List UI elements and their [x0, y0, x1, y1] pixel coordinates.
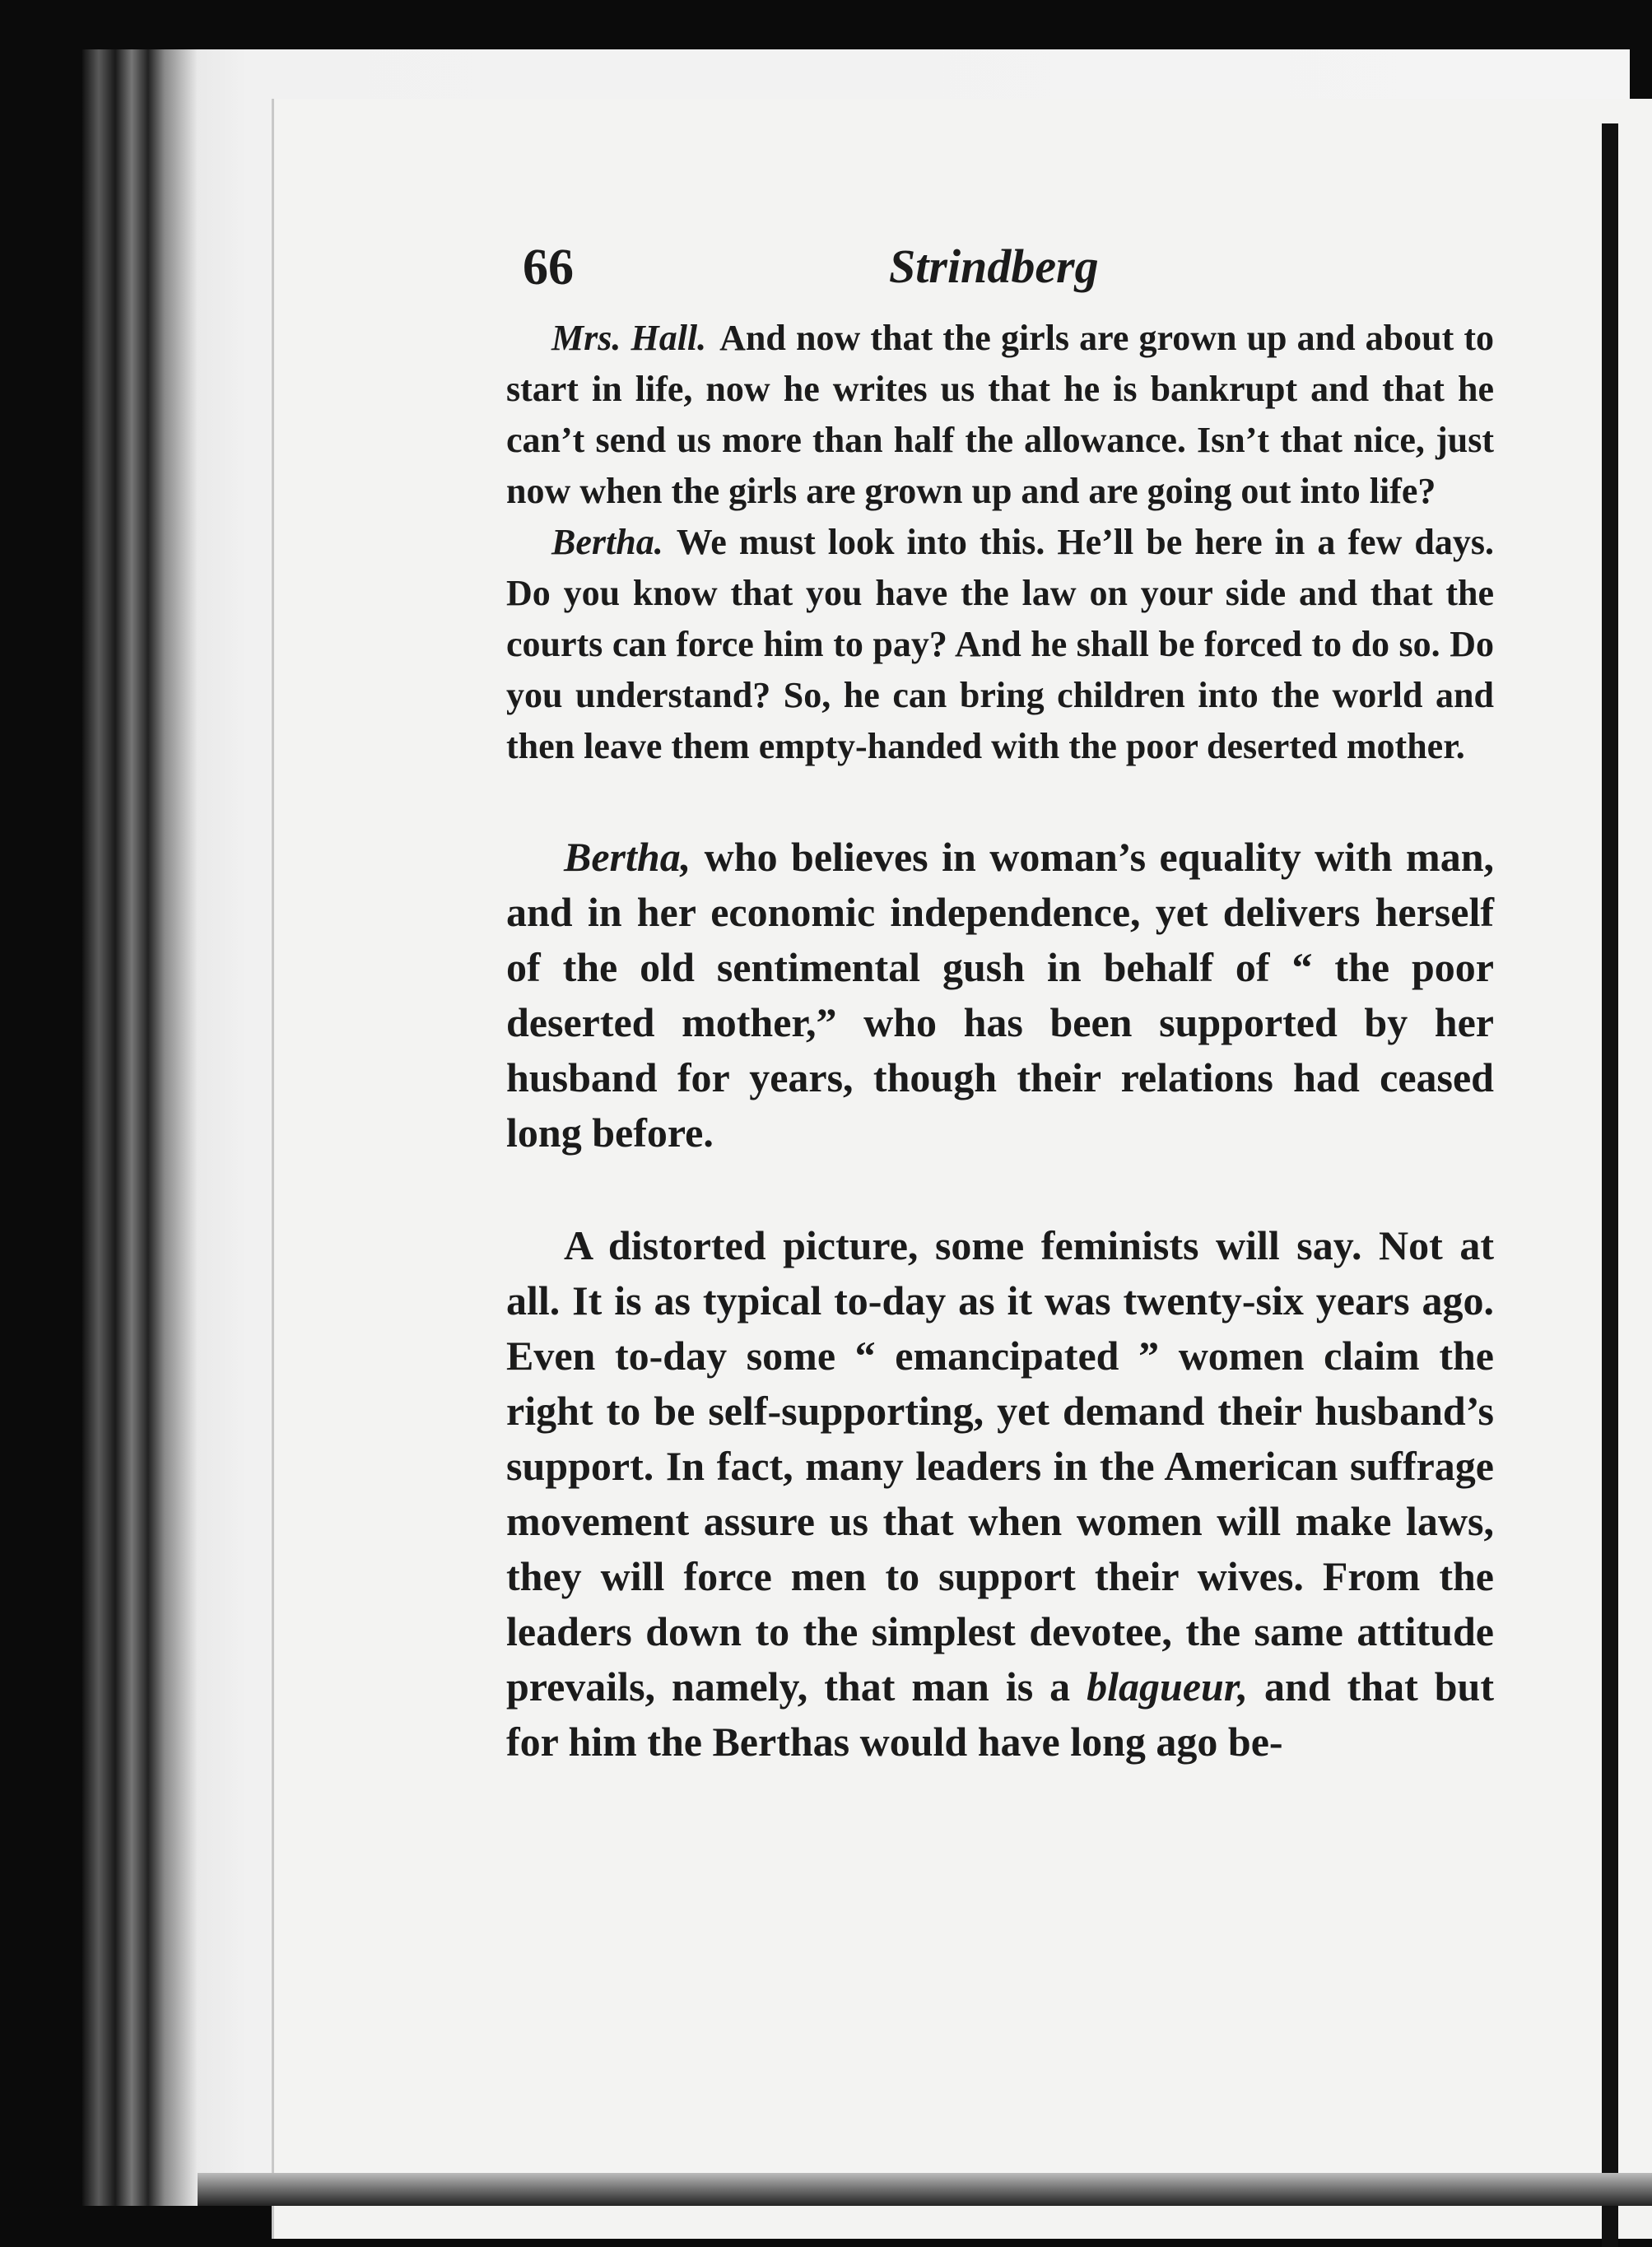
- dialogue-excerpt: [506, 313, 1494, 772]
- italic-word: blagueur,: [1087, 1663, 1249, 1710]
- body-paragraph: [506, 1218, 1494, 1770]
- dialogue-line: [506, 517, 1494, 772]
- speaker-name: Mrs. Hall.: [551, 318, 707, 358]
- paragraph-text: and that but for him the Berthas would have long ago be-: [506, 1663, 1494, 1765]
- page-text-column: [506, 214, 1494, 1770]
- speaker-name: Bertha.: [551, 522, 663, 562]
- dialogue-line: [506, 313, 1494, 517]
- paragraph-text: who believes in woman’s equality with man, and in her economic independence, yet delivers herself of the old sentimental gush in behalf of “ the poor deserted mother,” who has been supported by her husband for years, though their relations had ceased long before.: [506, 834, 1495, 1156]
- dialogue-text: And now that the girls are grown up and about to start in life, now he writes us that he is bankrupt and that he can’t send us more than half the allowance. Isn’t that nice, just now when the girls are grown up and are going out into life?: [506, 318, 1495, 511]
- page-edge-shadow: [1602, 123, 1618, 2247]
- italic-name: Bertha,: [564, 834, 691, 880]
- dialogue-text: We must look into this. He’ll be here in a few days. Do you know that you have the law on your side and that the courts can force him to pay? And he shall be forced to do so. Do you understand? So, he can bring children into the world and then leave them empty-handed with the poor deserted mother.: [506, 522, 1494, 766]
- page-number: 66: [523, 240, 574, 295]
- body-paragraph: [506, 830, 1494, 1161]
- running-head: [506, 214, 1494, 313]
- paragraph-text: A distorted picture, some feminists will say. Not at all. It is as typical to-day as it was twenty-six years ago. Even to-day some “ emancipated ” women claim the right to be self-supporting, yet demand their husband’s support. In fact, many leaders in the American suffrage movement assure us that when women will make laws, they will force men to support their wives. From the leaders down to the simplest devotee, the same attitude prevails, namely, that man is a: [506, 1222, 1494, 1710]
- running-title: Strindberg: [889, 240, 1099, 293]
- page-bottom-edge: [198, 2173, 1652, 2206]
